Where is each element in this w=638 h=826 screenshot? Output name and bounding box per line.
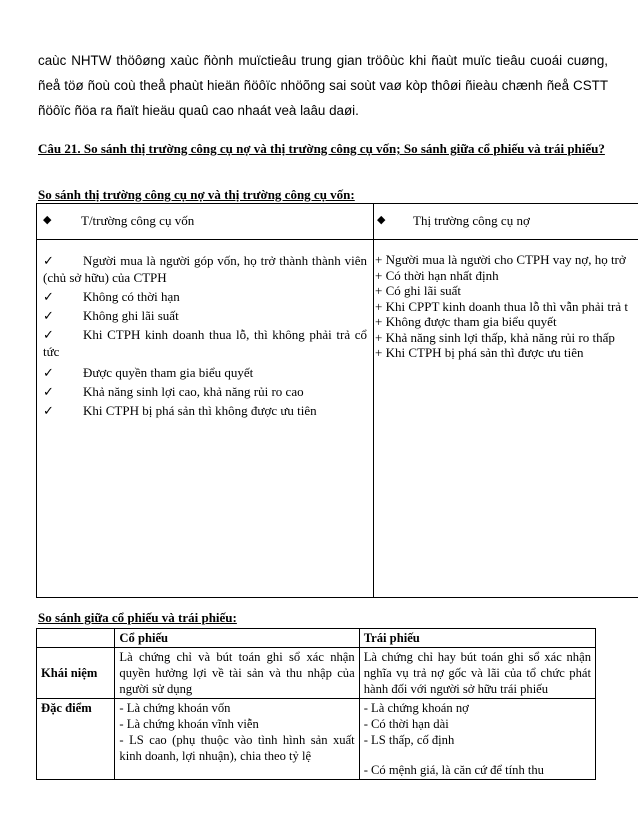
list-item: + Người mua là người cho CTPH vay nợ, họ trở (375, 252, 626, 267)
checkmark-icon: ✓ (43, 289, 54, 304)
equity-market-header: T/trường công cụ vốn (81, 213, 195, 228)
section-heading-stocks-bonds: So sánh giữa cổ phiếu và trái phiếu: (38, 610, 237, 625)
table-row (37, 699, 596, 780)
row-label-concept: Khái niệm (37, 648, 115, 699)
list-item: ✓ Không ghi lãi suất (43, 308, 179, 323)
table-header-row (37, 629, 596, 648)
stock-characteristics-cell (115, 699, 359, 780)
list-item: + Khi CPPT kinh doanh thua lỗ thì vẫn phải trả t (375, 298, 628, 314)
list-item: - LS thấp, cố định (363, 733, 455, 747)
list-item: ✓ Khi CTPH kinh doanh thua lỗ, thì không phải trả cổ tức (43, 327, 367, 359)
stock-bond-table (36, 628, 596, 780)
stock-column-header: Cổ phiếu (115, 629, 359, 648)
list-item: - LS cao (phụ thuộc vào tình hình sản xuất kinh doanh, lợi nhuận), chia theo tỷ lệ (119, 733, 355, 763)
list-item: - Có thời hạn dài (363, 717, 449, 731)
list-item: ✓ Được quyền tham gia biểu quyết (43, 365, 254, 380)
diamond-bullet-icon: ◆ (43, 214, 52, 226)
checkmark-icon: ✓ (43, 253, 54, 268)
list-item: - Có mệnh giá, là căn cứ để tính thu (363, 763, 544, 777)
list-item: + Khi CTPH bị phá sản thì được ưu tiên (375, 345, 584, 360)
table-row (37, 648, 596, 699)
question-heading: Câu 21. So sánh thị trường công cụ nợ và thị trường công cụ vốn; So sánh giữa cổ phiếu và trái phiếu? (38, 141, 605, 156)
column-divider (373, 204, 374, 597)
list-item: ✓ Không có thời hạn (43, 289, 180, 304)
list-item: - Là chứng khoán vĩnh viễn (119, 717, 259, 731)
row-label-characteristics: Đặc điểm (37, 699, 115, 780)
checkmark-icon: ✓ (43, 308, 54, 323)
list-item: ✓ Người mua là người góp vốn, họ trở thành thành viên (chủ sở hữu) của CTPH (43, 253, 367, 285)
list-item: + Có ghi lãi suất (375, 283, 462, 298)
checkmark-icon: ✓ (43, 384, 54, 399)
stock-concept-cell: Là chứng chỉ và bút toán ghi sổ xác nhận quyền hưởng lợi về tài sản và thu nhập của người sử dụng (115, 648, 359, 699)
bond-concept-cell: Là chứng chỉ hay bút toán ghi sổ xác nhận nghĩa vụ trả nợ gốc và lãi của tổ chức phát hành đối với người sở hữu trái phiếu (359, 648, 595, 699)
list-item: + Không được tham gia biểu quyết (375, 314, 557, 329)
equity-market-list (43, 252, 367, 419)
intro-paragraph: caùc NHTW thöôøng xaùc ñònh muïctieâu trung gian tröôùc khi ñaùt muïc tieâu cuoái cuøng, ñeå töø ñoù coù theå phaùt hieän ñöôïc nhöõng sai soùt vaø kòp thôøi ñieàu chænh ñeå CSTT ñöôïc ñöa ra ñaït hieäu quaû cao nhaát veà laâu daøi. (38, 53, 608, 118)
comparison-header-row (37, 204, 638, 240)
list-item: - Là chứng khoán nợ (363, 701, 469, 715)
list-item: + Có thời hạn nhất định (375, 267, 499, 283)
list-item: ✓ Khả năng sinh lợi cao, khả năng rủi ro cao (43, 384, 304, 399)
table-corner-cell (37, 629, 115, 648)
list-item: - Là chứng khoán vốn (119, 701, 231, 715)
list-item: + Khả năng sinh lợi thấp, khả năng rủi ro thấp (375, 329, 615, 345)
bond-characteristics-cell (359, 699, 595, 780)
debt-market-header: Thị trường công cụ nợ (413, 213, 530, 228)
checkmark-icon: ✓ (43, 365, 54, 380)
debt-market-list (375, 252, 638, 361)
bond-column-header: Trái phiếu (359, 629, 595, 648)
diamond-bullet-icon: ◆ (377, 214, 386, 226)
list-item: ✓ Khi CTPH bị phá sản thì không được ưu tiên (43, 403, 317, 418)
checkmark-icon: ✓ (43, 403, 54, 418)
checkmark-icon: ✓ (43, 327, 54, 342)
market-comparison-box (36, 203, 638, 598)
section-heading-markets: So sánh thị trường công cụ nợ và thị trường công cụ vốn: (38, 187, 355, 202)
